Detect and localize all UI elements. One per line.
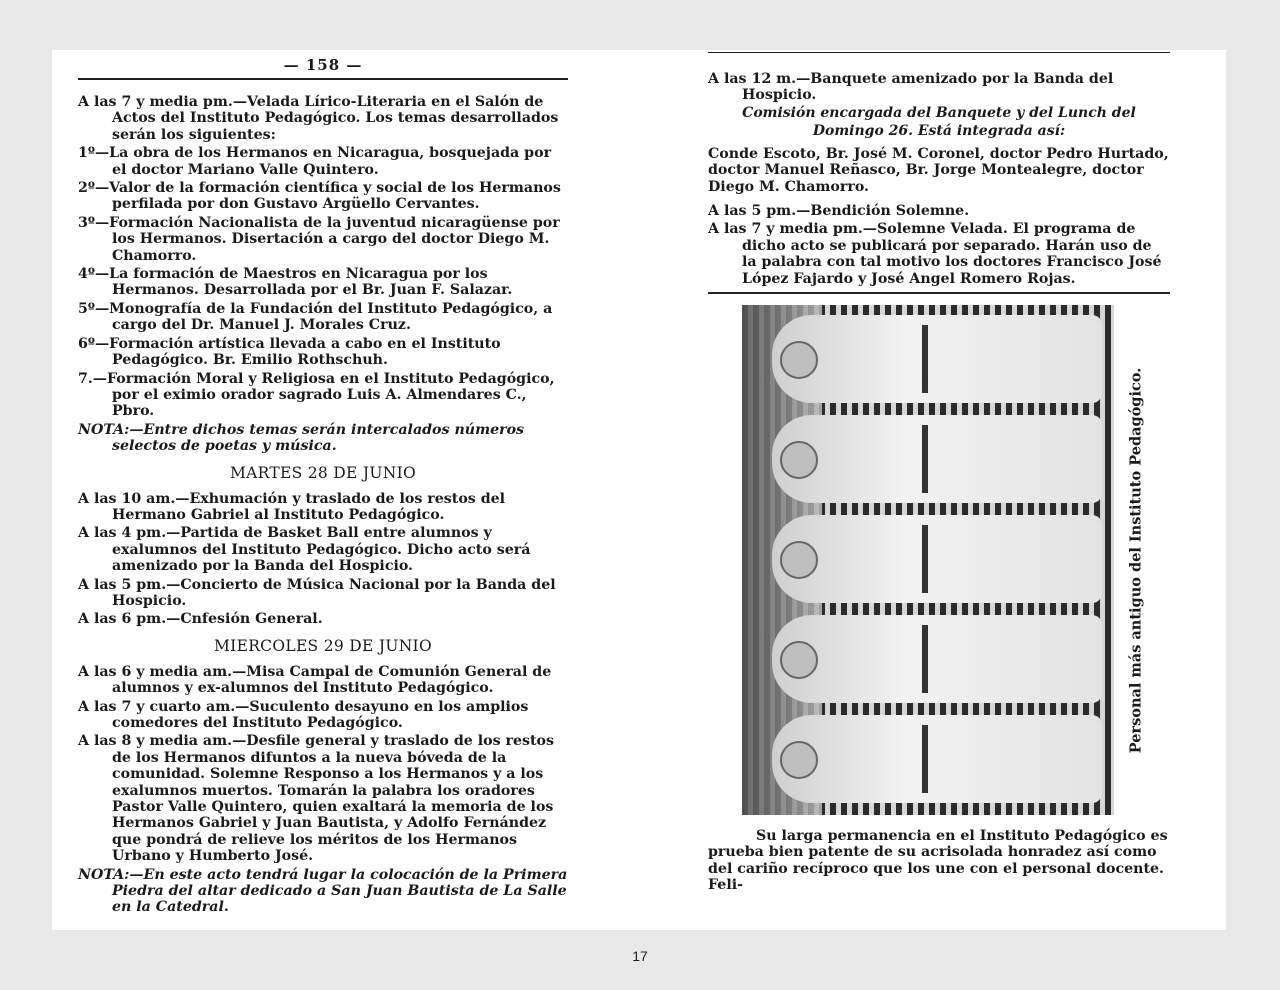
footer-page-number: 17 (632, 948, 648, 964)
program-item: A las 6 pm.—Cnfesión General. (78, 611, 323, 628)
photo-person (772, 615, 1102, 703)
program-item: A las 7 y cuarto am.—Suculento desayuno en los amplios comedores del Instituto Pedagógico. (78, 698, 529, 731)
person-belt (922, 725, 928, 793)
person-head (780, 641, 818, 679)
person-head (780, 741, 818, 779)
closing-paragraph: Su larga permanencia en el Instituto Pedagógico es prueba bien patente de su acrisolada honradez así como del cariño recíproco que los une con el personal docente. Feli- (708, 828, 1168, 894)
program-item: 4º—La formación de Maestros en Nicaragua por los Hermanos. Desarrollada por el Br. Juan F. Salazar. (78, 266, 513, 299)
program-item: A las 8 y media am.—Desfile general y traslado de los restos de los Hermanos difuntos a la nueva bóveda de la comunidad. Solemne Responso a los Hermanos y a los exalumnos muertos. Tomarán la palabra los oradores Pastor Valle Quintero, quien exaltará la memoria de los Hermanos Gabriel y Juan Bautista, y Adolfo Fernández que pondrá de relieve los méritos de los Hermanos Urbano y Humberto José. (78, 733, 554, 865)
photo-caption-text: Personal más antiguo del Instituto Pedagógico. (1127, 367, 1145, 753)
section-rule (708, 292, 1170, 294)
top-rule (708, 52, 1170, 53)
note-paragraph: NOTA:—En este acto tendrá lugar la colocación de la Primera Piedra del altar dedicado a San Juan Bautista de La Salle en la Catedral. (78, 866, 568, 916)
group-photo (742, 305, 1114, 815)
person-belt (922, 325, 928, 393)
closing-paragraph-block (708, 828, 1170, 894)
person-head (780, 541, 818, 579)
program-item: 6º—Formación artística llevada a cabo en el Instituto Pedagógico. Br. Emilio Rothschuh. (78, 335, 501, 369)
right-page-body (708, 71, 1170, 287)
photo-person (772, 415, 1102, 503)
section-heading-martes: MARTES 28 DE JUNIO (229, 463, 417, 482)
person-belt (922, 425, 928, 493)
person-head (780, 341, 818, 379)
left-page-body (78, 94, 568, 916)
photo-caption (1116, 305, 1156, 815)
person-head (780, 441, 818, 479)
commission-heading: Comisión encargada del Banquete y del Lunch del Domingo 26. Está integrada así: (742, 104, 1136, 139)
photo-person (772, 715, 1102, 803)
header-rule (78, 78, 568, 80)
program-item: 5º—Monografía de la Fundación del Instituto Pedagógico, a cargo del Dr. Manuel J. Morales Cruz. (78, 300, 553, 334)
right-page (708, 50, 1170, 930)
photo-image (742, 305, 1114, 815)
section-heading-miercoles: MIERCOLES 29 DE JUNIO (214, 636, 432, 655)
program-item: A las 7 y media pm.—Velada Lírico-Literaria en el Salón de Actos del Instituto Pedagógico. Los temas desarrollados serán los siguientes: (78, 94, 559, 143)
program-item: A las 5 pm.—Bendición Solemne. (708, 203, 970, 220)
program-item: 1º—La obra de los Hermanos en Nicaragua, bosquejada por el doctor Mariano Valle Quintero. (78, 145, 552, 178)
program-item: A las 12 m.—Banquete amenizado por la Banda del Hospicio. (708, 71, 1114, 104)
photo-person (772, 515, 1102, 603)
book-spread (52, 50, 1226, 930)
page-number: — 158 — (283, 56, 363, 74)
program-item: 3º—Formación Nacionalista de la juventud nicaragüense por los Hermanos. Disertación a cargo del doctor Diego M. Chamorro. (78, 214, 560, 264)
program-item: A las 4 pm.—Partida de Basket Ball entre alumnos y exalumnos del Instituto Pedagógico. Dicho acto será amenizado por la Banda del Hospicio. (78, 525, 531, 575)
person-belt (922, 525, 928, 593)
program-item: A las 10 am.—Exhumación y traslado de los restos del Hermano Gabriel al Instituto Pedagógico. (78, 490, 506, 523)
program-item: 7.—Formación Moral y Religiosa en el Instituto Pedagógico, por el eximio orador sagrado Luis A. Almendares C., Pbro. (78, 370, 555, 420)
note-paragraph: NOTA:—Entre dichos temas serán intercalados números selectos de poetas y música. (78, 421, 525, 455)
program-item: 2º—Valor de la formación científica y social de los Hermanos perfilada por don Gustavo Argüello Cervantes. (78, 180, 561, 213)
program-item: A las 6 y media am.—Misa Campal de Comunión General de alumnos y ex-alumnos del Instituto Pedagógico. (78, 663, 552, 697)
person-belt (922, 625, 928, 693)
left-page (78, 50, 568, 930)
photo-person (772, 315, 1102, 403)
program-item: A las 7 y media pm.—Solemne Velada. El programa de dicho acto se publicará por separado. Harán uso de la palabra con tal motivo los doctores Francisco José López Fajardo y José Angel Romero Rojas. (708, 221, 1162, 287)
program-item: A las 5 pm.—Concierto de Música Nacional por la Banda del Hospicio. (78, 576, 556, 609)
commission-members: Conde Escoto, Br. José M. Coronel, doctor Pedro Hurtado, doctor Manuel Reñasco, Br. Jorge Montealegre, doctor Diego M. Chamorro. (708, 145, 1169, 195)
